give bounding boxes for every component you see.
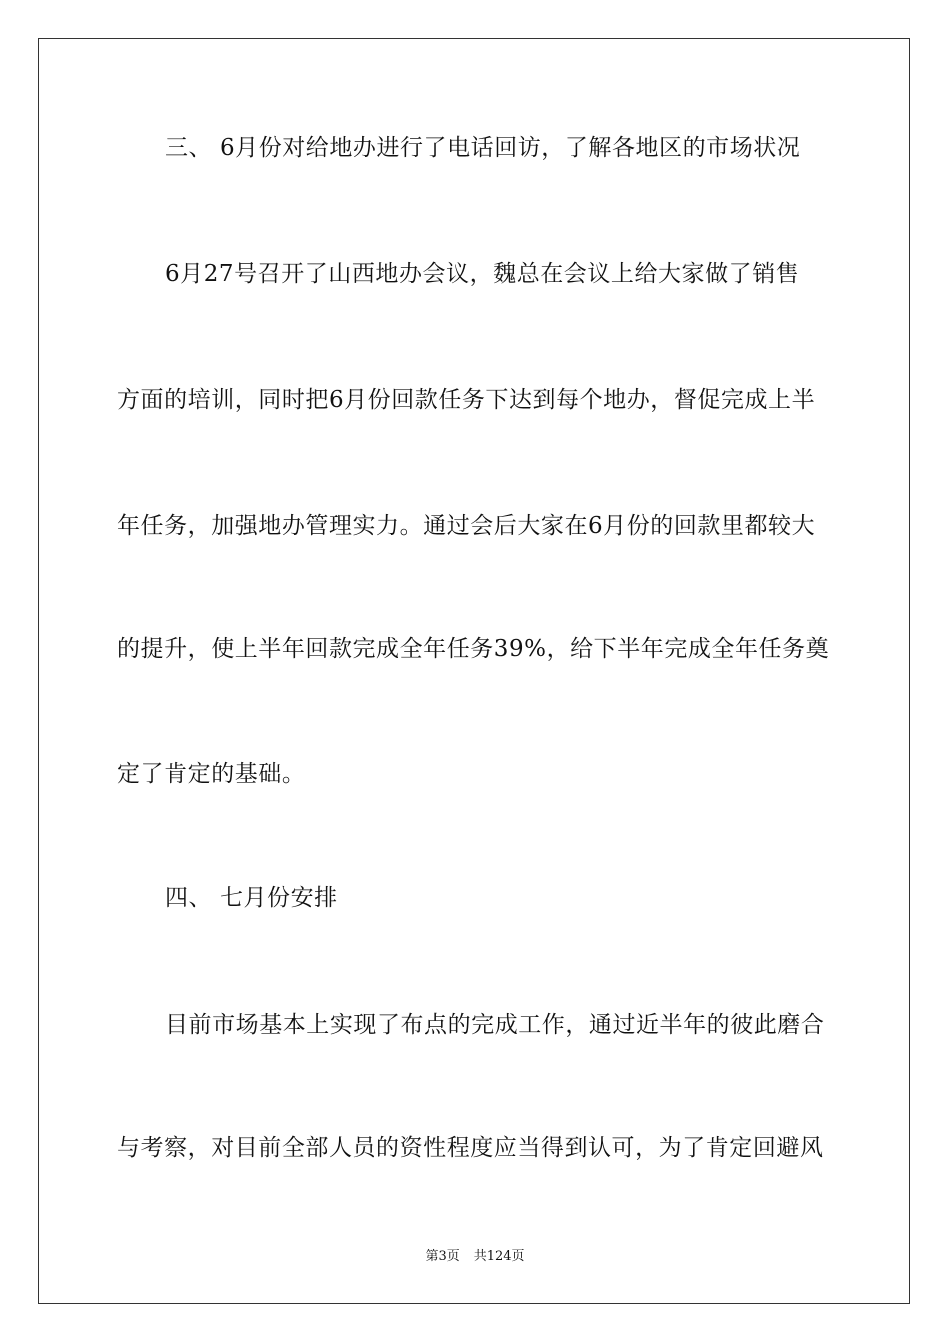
page-number: 第3页 <box>425 1249 460 1264</box>
paragraph-line: 6月27号召开了山西地办会议，魏总在会议上给大家做了销售 <box>165 261 800 287</box>
section-heading-4: 四、 七月份安排 <box>165 885 338 911</box>
section-heading-3: 三、 6月份对给地办进行了电话回访，了解各地区的市场状况 <box>165 135 801 161</box>
paragraph-line: 年任务，加强地办管理实力。通过会后大家在6月份的回款里都较大 <box>117 513 816 539</box>
paragraph-line: 定了肯定的基础。 <box>117 761 306 787</box>
page-total: 共124页 <box>473 1249 525 1264</box>
paragraph-line: 目前市场基本上实现了布点的完成工作，通过近半年的彼此磨合 <box>165 1012 825 1038</box>
paragraph-line: 方面的培训，同时把6月份回款任务下达到每个地办，督促完成上半 <box>117 387 816 413</box>
page-border <box>38 38 910 1304</box>
page-footer <box>0 1248 950 1266</box>
paragraph-line: 与考察，对目前全部人员的资性程度应当得到认可，为了肯定回避风 <box>117 1135 824 1161</box>
paragraph-line: 的提升，使上半年回款完成全年任务39%，给下半年完成全年任务奠 <box>117 636 830 662</box>
